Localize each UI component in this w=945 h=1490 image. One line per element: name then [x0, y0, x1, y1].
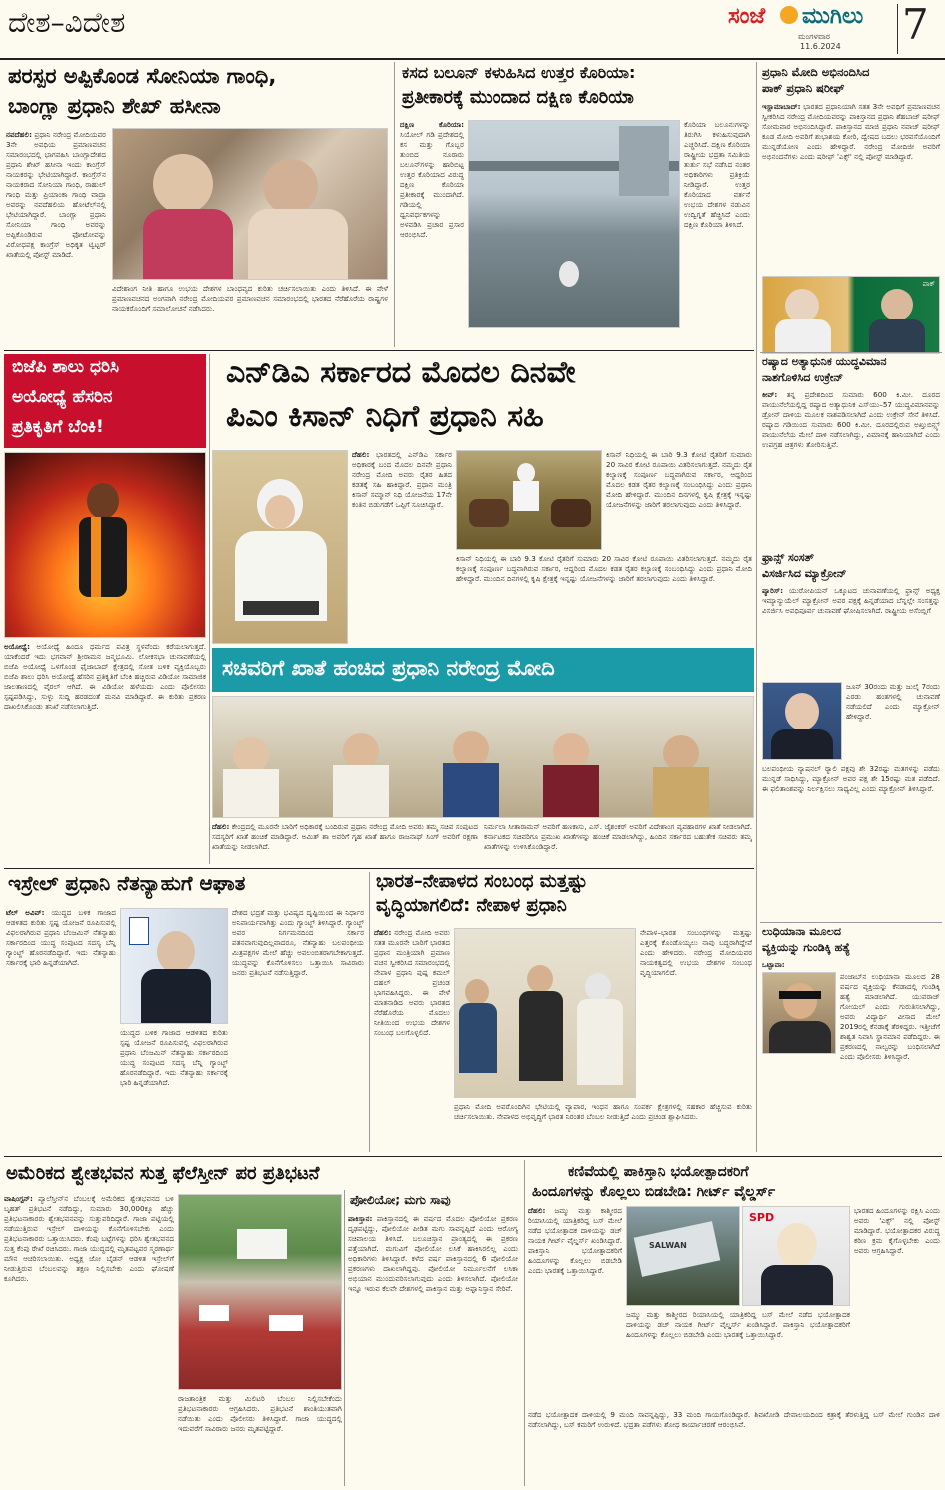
article-kisan: [212, 354, 754, 646]
photo-ministers: [212, 696, 754, 818]
photo-bus-attack: [626, 1206, 740, 1306]
body-korea-1: ದಕ್ಷಿಣ ಕೊರಿಯಾ: ಸಿಯೋಲ್ ಗಡಿ ಪ್ರದೇಶದಲ್ಲಿ ಕಸ ಮತ್ತು ಗೊಬ್ಬರ ತುಂಬಿದ ನೂರಾರು ಬಲೂನ್‌ಗಳನ್ನು ಹಾರಿಬಿಟ್ಟ ಉತ್ತರ ಕೊರಿಯಾದ ವಿರುದ್ಧ ದಕ್ಷಿಣ ಕೊರಿಯಾ ಪ್ರತೀಕಾರಕ್ಕೆ ಮುಂದಾಗಿದೆ. ಗಡಿಯಲ್ಲಿ ಧ್ವನಿವರ್ಧಕಗಳನ್ನು ಅಳವಡಿಸಿ ಪ್ರಚಾರ ಪ್ರಸಾರ ಆರಂಭಿಸಿದೆ.: [400, 120, 464, 239]
body-israel-3: ಯುದ್ಧದ ಬಳಿಕ ಗಾಜಾದ ಆಡಳಿತದ ಕುರಿತು ಸ್ಪಷ್ಟ ಯೋಜನೆ ರೂಪಿಸುವಲ್ಲಿ ವಿಫಲರಾಗಿರುವ ಪ್ರಧಾನಿ ಬೆಂಜಮಿನ್ ನೆತನ್ಯಾಹು ಸರ್ಕಾರದಿಂದ ಯುದ್ಧ ಸಂಪುಟದ ಸದಸ್ಯ ಬೆನ್ನಿ ಗ್ಯಾಂಟ್ಜ್ ಹೊರನಡೆದಿದ್ದಾರೆ. ಇದು ನೆತನ್ಯಾಹು ಸರ್ಕಾರಕ್ಕೆ ಭಾರಿ ಹಿನ್ನಡೆಯಾಗಿದೆ.: [120, 1028, 228, 1087]
sun-icon: [780, 6, 798, 24]
article-sonia: [4, 62, 390, 347]
photo-netanyahu: [120, 908, 228, 1024]
photo-geert-wilders: [742, 1206, 850, 1306]
headline-nepal-2: ವೃದ್ಧಿಯಾಗಲಿದೆ: ನೇಪಾಳ ಪ್ರಧಾನಿ: [376, 895, 567, 916]
headline-korea-1: ಕಸದ ಬಲೂನ್ ಕಳುಹಿಸಿದ ಉತ್ತರ ಕೊರಿಯಾ:: [402, 63, 636, 82]
body-nepal-1: ದೆಹಲಿ: ನರೇಂದ್ರ ಮೋದಿ ಅವರು ಸತತ ಮೂರನೇ ಬಾರಿಗೆ ಭಾರತದ ಪ್ರಧಾನ ಮಂತ್ರಿಯಾಗಿ ಪ್ರಮಾಣ ವಚನ ಸ್ವೀಕರಿಸಿದ ಸಮಾರಂಭದಲ್ಲಿ ನೇಪಾಳ ಪ್ರಧಾನಿ ಪುಷ್ಪ ಕಮಲ್ ದಹಲ್ ಪ್ರಚಂಡ ಭಾಗವಹಿಸಿದ್ದರು. ಈ ವೇಳೆ ಮಾತನಾಡಿದ ಅವರು ಭಾರತದ ನೆರೆಹೊರೆಯ ಮೊದಲು ನೀತಿಯಿಂದ ಉಭಯ ದೇಶಗಳ ಸಂಬಂಧ ಬಲಗೊಳ್ಳಲಿದೆ.: [374, 928, 450, 1037]
photo-ayodhya-effigy: [4, 452, 206, 638]
headline-israel: ಇಸ್ರೇಲ್ ಪ್ರಧಾನಿ ನೆತನ್ಯಾಹುಗೆ ಆಘಾತ: [8, 871, 246, 895]
dateline: ನವದೆಹಲಿ:: [6, 130, 32, 139]
photo-ludhiana-victim: [762, 972, 836, 1054]
headline-ayodhya-2: ಅಯೋಧ್ಯೆ ಹೆಸರಿನ: [12, 387, 113, 407]
photo-farmer-oxen: [456, 450, 602, 550]
headline-sonia-2: ಬಾಂಗ್ಲಾ ಪ್ರಧಾನಿ ಶೇಖ್ ಹಸೀನಾ: [8, 94, 221, 118]
logo-part-2: ಮುಗಿಲು: [802, 4, 864, 29]
day: ಮಂಗಳವಾರ: [798, 32, 831, 41]
body-portfolio-2: ನಿರ್ಮಲಾ ಸೀತಾರಾಮನ್ ಅವರಿಗೆ ಹಣಕಾಸು, ಎಸ್. ಜೈಶಂಕರ್ ಅವರಿಗೆ ವಿದೇಶಾಂಗ ವ್ಯವಹಾರಗಳ ಖಾತೆ ನೀಡಲಾಗಿದೆ. ಕರ್ನಾಟಕದ ಸಚಿವರಿಗೂ ಪ್ರಮುಖ ಖಾತೆಗಳನ್ನು ಹಂಚಿಕೆ ಮಾಡಲಾಗಿದ್ದು, ಹಿಂದಿನ ಸರ್ಕಾರದ ಬಹುತೇಕ ಸಚಿವರು ತಮ್ಮ ಖಾತೆಗಳನ್ನು ಉಳಿಸಿಕೊಂಡಿದ್ದಾರೆ.: [484, 822, 752, 851]
headline-macron-1: ಫ್ರಾನ್ಸ್ ಸಂಸತ್: [762, 551, 814, 564]
article-israel: [4, 872, 366, 1152]
photo-korea-river: [468, 120, 680, 328]
spd-banner: SPD: [749, 1211, 775, 1224]
headline-wilders-1: ಕಣಿವೆಯಲ್ಲಿ ಪಾಕಿಸ್ತಾನಿ ಭಯೋತ್ಪಾದಕರಿಗೆ: [568, 1164, 749, 1180]
body-macron-1: ಪ್ಯಾರಿಸ್: ಯುರೋಪಿಯನ್ ಒಕ್ಕೂಟದ ಚುನಾವಣೆಯಲ್ಲಿ ಫ್ರಾನ್ಸ್ ಅಧ್ಯಕ್ಷ ಇಮ್ಯಾನ್ಯುಯೆಲ್ ಮ್ಯಾಕ್ರೋನ್ ಅವರ ಪಕ್ಷಕ್ಕೆ ಹಿನ್ನಡೆಯಾದ ಬೆನ್ನಲ್ಲೇ ಸಂಸತ್ತನ್ನು ವಿಸರ್ಜಿಸಿ ಅವಧಿಪೂರ್ವ ಚುನಾವಣೆ ಘೋಷಿಸಲಾಗಿದೆ. ರಾಷ್ಟ್ರೀಯ ಅಸೆಂಬ್ಲಿಗೆ: [762, 586, 940, 615]
headline-ludhiana-2: ವ್ಯಕ್ತಿಯನ್ನು ಗುಂಡಿಕ್ಕಿ ಹತ್ಯೆ: [762, 941, 851, 954]
section-title: ದೇಶ–ವಿದೇಶ: [8, 6, 126, 39]
body-korea-2: ಕೊರಿಯಾ ಬಲೂನುಗಳನ್ನು ತಿರುಗಿಸಿ ಕಳುಹಿಸುವುದಾಗಿ ಎಚ್ಚರಿಸಿದೆ. ದಕ್ಷಿಣ ಕೊರಿಯಾ ರಾಷ್ಟ್ರೀಯ ಭದ್ರತಾ ಸಮಿತಿಯ ತುರ್ತು ಸಭೆ ನಡೆಸಿದ ನಂತರ ಅಧಿಕಾರಿಗಳು ಪ್ರತಿಕ್ರಿಯೆ ನೀಡಿದ್ದಾರೆ. ಉತ್ತರ ಕೊರಿಯಾದ ವರ್ತನೆ ಉಭಯ ದೇಶಗಳ ನಡುವಿನ ಉದ್ವಿಗ್ನತೆ ಹೆಚ್ಚಿಸಿದೆ ಎಂದು ದಕ್ಷಿಣ ಕೊರಿಯಾ ತಿಳಿಸಿದೆ.: [684, 120, 750, 229]
article-korea: [398, 62, 752, 347]
headline-whitehouse: ಅಮೆರಿಕದ ಶ್ವೇತಭವನ ಸುತ್ತ ಫೆಲೆಸ್ತೀನ್ ಪರ ಪ್ರತಿಭಟನೆ: [6, 1163, 320, 1184]
ayodhya-headline-box: [4, 354, 206, 448]
body-israel-1: ಟೆಲ್ ಅವಿವ್: ಯುದ್ಧದ ಬಳಿಕ ಗಾಜಾದ ಆಡಳಿತದ ಕುರಿತು ಸ್ಪಷ್ಟ ಯೋಜನೆ ರೂಪಿಸುವಲ್ಲಿ ವಿಫಲರಾಗಿರುವ ಪ್ರಧಾನಿ ಬೆಂಜಮಿನ್ ನೆತನ್ಯಾಹು ಸರ್ಕಾರದಿಂದ ಯುದ್ಧ ಸಂಪುಟದ ಸದಸ್ಯ ಬೆನ್ನಿ ಗ್ಯಾಂಟ್ಜ್ ಹೊರನಡೆದಿದ್ದಾರೆ. ಇದು ನೆತನ್ಯಾಹು ಸರ್ಕಾರಕ್ಕೆ ಭಾರಿ ಹಿನ್ನಡೆಯಾಗಿದೆ.: [6, 908, 116, 967]
article-wilders: [528, 1160, 942, 1486]
body-kisan-2a: ಕಿಸಾನ್ ನಿಧಿಯಲ್ಲಿ ಈ ಬಾರಿ 9.3 ಕೋಟಿ ರೈತರಿಗೆ ಸುಮಾರು 20 ಸಾವಿರ ಕೋಟಿ ರೂಪಾಯಿ ವಿತರಿಸಲಾಗುತ್ತದೆ. ನಮ್ಮದು ರೈತ ಕಲ್ಯಾಣಕ್ಕೆ ಸಂಪೂರ್ಣ ಬದ್ಧವಾಗಿರುವ ಸರ್ಕಾರ, ಆದ್ದರಿಂದ ಮೊದಲ ಕಡತ ರೈತರ ಕಲ್ಯಾಣಕ್ಕೆ ಸಂಬಂಧಿಸಿದ್ದು ಎಂದು ಪ್ರಧಾನಿ ಮೋದಿ ಹೇಳಿದ್ದಾರೆ. ಮುಂದಿನ ದಿನಗಳಲ್ಲಿ ಕೃಷಿ ಕ್ಷೇತ್ರಕ್ಕೆ ಇನ್ನಷ್ಟು ಯೋಜನೆಗಳನ್ನು ಜಾರಿಗೆ ತರಲಾಗುವುದು ಎಂದು ತಿಳಿಸಿದ್ದಾರೆ.: [606, 450, 752, 509]
headline-pak-2: ಪಾಕ್ ಪ್ರಧಾನಿ ಷರೀಫ್: [762, 81, 845, 95]
article-ukraine: [760, 356, 942, 552]
headline-kisan-1: ಎನ್‌ಡಿಎ ಸರ್ಕಾರದ ಮೊದಲ ದಿನವೇ: [226, 355, 576, 390]
pak-flag-label: ಪಾಕ್: [922, 280, 935, 288]
body-polio: ಪಾಕಿಸ್ತಾನ: ಪಾಕಿಸ್ತಾನದಲ್ಲಿ ಈ ವರ್ಷದ ಮೊದಲ ಪೋಲಿಯೋ ಪ್ರಕರಣ ದೃಢಪಟ್ಟಿದ್ದು, ಪೋಲಿಯೋ ಪೀಡಿತ ಮಗು ಸಾವನ್ನಪ್ಪಿದೆ ಎಂದು ಆರೋಗ್ಯ ಸಚಿವಾಲಯ ತಿಳಿಸಿದೆ. ಬಲೂಚಿಸ್ತಾನ ಪ್ರಾಂತ್ಯದಲ್ಲಿ ಈ ಪ್ರಕರಣ ಪತ್ತೆಯಾಗಿದೆ. ಮಗುವಿಗೆ ಪೋಲಿಯೋ ಲಸಿಕೆ ಹಾಕಿಸಿರಲಿಲ್ಲ ಎಂದು ಅಧಿಕಾರಿಗಳು ತಿಳಿಸಿದ್ದಾರೆ. ಕಳೆದ ವರ್ಷ ಪಾಕಿಸ್ತಾನದಲ್ಲಿ 6 ಪೋಲಿಯೋ ಪ್ರಕರಣಗಳು ದಾಖಲಾಗಿದ್ದವು. ಪೋಲಿಯೋ ನಿರ್ಮೂಲನೆಗೆ ಲಸಿಕಾ ಅಭಿಯಾನ ಮುಂದುವರಿಸಲಾಗುವುದು ಎಂದು ತಿಳಿಸಲಾಗಿದೆ. ಪೋಲಿಯೋ ಇನ್ನೂ ಇರುವ ಕೆಲವೇ ದೇಶಗಳಲ್ಲಿ ಪಾಕಿಸ್ತಾನ ಮತ್ತು ಅಫ್ಘಾನಿಸ್ತಾನ ಸೇರಿವೆ.: [348, 1214, 518, 1293]
headline-ukraine-1: ರಷ್ಯಾದ ಅತ್ಯಾಧುನಿಕ ಯುದ್ಧವಿಮಾನ: [762, 355, 887, 368]
body-sonia-1: ನವದೆಹಲಿ: ಪ್ರಧಾನಿ ನರೇಂದ್ರ ಮೋದಿಯವರ 3ನೇ ಅವಧಿಯ ಪ್ರಮಾಣವಚನ ಸಮಾರಂಭದಲ್ಲಿ ಭಾಗವಹಿಸಿ ಬಾಂಗ್ಲಾದೇಶದ ಪ್ರಧಾನಿ ಶೇಖ್ ಹಸೀನಾ ಇಂದು ಕಾಂಗ್ರೆಸ್ ನಾಯಕರನ್ನು ಭೇಟಿಯಾಗಿದ್ದಾರೆ. ಕಾಂಗ್ರೆಸ್‌ನ ನಾಯಕರಾದ ಸೋನಿಯಾ ಗಾಂಧಿ, ರಾಹುಲ್ ಗಾಂಧಿ ಮತ್ತು ಪ್ರಿಯಾಂಕಾ ಗಾಂಧಿ ವಾದ್ರಾ ಅವರನ್ನು ನವದೆಹಲಿಯ ಹೋಟೆಲ್‌ನಲ್ಲಿ ಭೇಟಿಯಾಗಿದ್ದಾರೆ. ಬಾಂಗ್ಲಾ ಪ್ರಧಾನಿ ಸೋನಿಯಾ ಗಾಂಧಿ ಅವರನ್ನು ಅಪ್ಪಿಕೊಂಡಿರುವ ಫೋಟೋವನ್ನು ವಿರೋಧಪಕ್ಷ ಕಾಂಗ್ರೆಸ್ ಅಧಿಕೃತ ಟ್ವಿಟ್ಟರ್ ಖಾತೆಯಲ್ಲಿ ಪೋಸ್ಟ್ ಮಾಡಿದೆ.: [6, 130, 106, 259]
bus-label: SALWAN: [649, 1241, 687, 1250]
body-wilders-1: ದೆಹಲಿ: ಜಮ್ಮು ಮತ್ತು ಕಾಶ್ಮೀರದ ರಿಯಾಸಿಯಲ್ಲಿ ಯಾತ್ರಿಕರಿದ್ದ ಬಸ್ ಮೇಲೆ ನಡೆದ ಭಯೋತ್ಪಾದಕ ದಾಳಿಯನ್ನು ಡಚ್ ನಾಯಕ ಗೀರ್ಟ್ ವೈಲ್ಡರ್ಸ್ ಖಂಡಿಸಿದ್ದಾರೆ. ಪಾಕಿಸ್ತಾನಿ ಭಯೋತ್ಪಾದಕರಿಗೆ ಹಿಂದೂಗಳನ್ನು ಕೊಲ್ಲಲು ಬಿಡಬೇಡಿ ಎಂದು ಭಾರತಕ್ಕೆ ಒತ್ತಾಯಿಸಿದ್ದಾರೆ.: [528, 1206, 622, 1275]
headline-ayodhya-1: ಬಿಜೆಪಿ ಶಾಲು ಧರಿಸಿ: [12, 357, 119, 377]
body-whitehouse-1: ವಾಷಿಂಗ್ಟನ್: ಪ್ಯಾಲೆಸ್ತೀನ್‌ನ ಬೆಂಬಲಕ್ಕೆ ಅಮೆರಿಕದ ಶ್ವೇತಭವನದ ಬಳಿ ಬೃಹತ್ ಪ್ರತಿಭಟನೆ ನಡೆದಿದ್ದು, ಸುಮಾರು 30,000ಕ್ಕೂ ಹೆಚ್ಚು ಪ್ರತಿಭಟನಾಕಾರರು ಶ್ವೇತಭವನವನ್ನು ಸುತ್ತುವರಿದಿದ್ದಾರೆ. ಗಾಜಾ ಪಟ್ಟಿಯಲ್ಲಿ ನಡೆಯುತ್ತಿರುವ ಇಸ್ರೇಲ್ ದಾಳಿಯನ್ನು ಕೊನೆಗೊಳಿಸಬೇಕು ಎಂದು ಪ್ರತಿಭಟನಾಕಾರರು ಒತ್ತಾಯಿಸಿದರು. ಕೆಂಪು ಬಟ್ಟೆಗಳನ್ನು ಧರಿಸಿ ಶ್ವೇತಭವನದ ಸುತ್ತ ಕೆಂಪು ರೇಖೆ ರಚಿಸಿದರು. ಗಾಜಾ ಯುದ್ಧದಲ್ಲಿ ಮೃತಪಟ್ಟವರ ಸ್ಮರಣಾರ್ಥ ಮೌನ ಆಚರಿಸಲಾಯಿತು. ಅಧ್ಯಕ್ಷ ಜೋ ಬೈಡನ್ ಆಡಳಿತ ಇಸ್ರೇಲ್‌ಗೆ ನೀಡುತ್ತಿರುವ ಬೆಂಬಲವನ್ನು ತಕ್ಷಣ ನಿಲ್ಲಿಸಬೇಕು ಎಂದು ಘೋಷಣೆ ಕೂಗಿದರು.: [4, 1194, 174, 1283]
body-kisan-1: ದೆಹಲಿ: ಭಾರತದಲ್ಲಿ ಎನ್‌ಡಿಎ ಸರ್ಕಾರ ಅಧಿಕಾರಕ್ಕೆ ಬಂದ ಮೊದಲ ದಿನವೇ ಪ್ರಧಾನಿ ನರೇಂದ್ರ ಮೋದಿ ಅವರು ರೈತರ ಹಿತದ ಕಡತಕ್ಕೆ ಸಹಿ ಹಾಕಿದ್ದಾರೆ. ಪ್ರಧಾನ ಮಂತ್ರಿ ಕಿಸಾನ್ ಸಮ್ಮಾನ್ ನಿಧಿ ಯೋಜನೆಯ 17ನೇ ಕಂತಿನ ಬಿಡುಗಡೆಗೆ ಒಪ್ಪಿಗೆ ಸೂಚಿಸಿದ್ದಾರೆ.: [352, 450, 452, 509]
photo-modi-sharif: [762, 276, 940, 354]
body-sonia-2: ವಿದೇಶಾಂಗ ನೀತಿ ಹಾಗೂ ಉಭಯ ದೇಶಗಳ ಬಾಂಧವ್ಯದ ಕುರಿತು ಚರ್ಚಿಸಲಾಯಿತು ಎಂದು ತಿಳಿಸಿದೆ. ಈ ವೇಳೆ ಪ್ರಮಾಣವಚನದ ಅಂಗವಾಗಿ ನರೇಂದ್ರ ಮೋದಿಯವರ ಪ್ರಮಾಣವಚನ ಸಮಾರಂಭದಲ್ಲಿ ಭಾರತದ ನೆರೆಹೊರೆಯ ರಾಷ್ಟ್ರಗಳ ನಾಯಕರೊಂದಿಗೆ ಸಮಾಲೋಚನೆ ನಡೆಸಿದರು.: [112, 284, 388, 313]
headline-macron-2: ವಿಸರ್ಜಿಸಿದ ಮ್ಯಾಕ್ರೋನ್: [762, 567, 847, 580]
body-pak: ಇಸ್ಲಾಮಾಬಾದ್: ಭಾರತದ ಪ್ರಧಾನಿಯಾಗಿ ಸತತ 3ನೇ ಅವಧಿಗೆ ಪ್ರಮಾಣವಚನ ಸ್ವೀಕರಿಸಿದ ನರೇಂದ್ರ ಮೋದಿಯವರನ್ನು ಪಾಕಿಸ್ತಾನದ ಪ್ರಧಾನಿ ಶೆಹಬಾಜ್ ಷರೀಫ್ ಸೋಮವಾರ ಅಭಿನಂದಿಸಿದ್ದಾರೆ. ಪಾಕಿಸ್ತಾನದ ಮಾಜಿ ಪ್ರಧಾನಿ ನವಾಜ್ ಷರೀಫ್ ಕೂಡ ಮೋದಿ ಅವರಿಗೆ ಶುಭಾಶಯ ಕೋರಿ, ದ್ವೇಷದ ಬದಲು ಭರವಸೆಯೊಂದಿಗೆ ಮುನ್ನಡೆಯೋಣ ಎಂದು ಹೇಳಿದ್ದಾರೆ. ನರೇಂದ್ರ ಮೋದಿಜೀ ಅವರಿಗೆ ಅಭಿನಂದನೆಗಳು ಎಂದು ಷರೀಫ್ 'ಎಕ್ಸ್' ನಲ್ಲಿ ಪೋಸ್ಟ್ ಮಾಡಿದ್ದಾರೆ.: [762, 102, 940, 161]
headline-nepal-1: ಭಾರತ–ನೇಪಾಳದ ಸಂಬಂಧ ಮತ್ತಷ್ಟು: [376, 871, 588, 892]
body-wilders-2b: ಜಮ್ಮು ಮತ್ತು ಕಾಶ್ಮೀರದ ರಿಯಾಸಿಯಲ್ಲಿ ಯಾತ್ರಿಕರಿದ್ದ ಬಸ್ ಮೇಲೆ ನಡೆದ ಭಯೋತ್ಪಾದಕ ದಾಳಿಯನ್ನು ಡಚ್ ನಾಯಕ ಗೀರ್ಟ್ ವೈಲ್ಡರ್ಸ್ ಖಂಡಿಸಿದ್ದಾರೆ. ಪಾಕಿಸ್ತಾನಿ ಭಯೋತ್ಪಾದಕರಿಗೆ ಹಿಂದೂಗಳನ್ನು ಕೊಲ್ಲಲು ಬಿಡಬೇಡಿ ಎಂದು ಭಾರತಕ್ಕೆ ಒತ್ತಾಯಿಸಿದ್ದಾರೆ.: [626, 1310, 850, 1339]
article-nepal: [372, 872, 754, 1152]
headline-pak-1: ಪ್ರಧಾನಿ ಮೋದಿ ಅಭಿನಂದಿಸಿದ: [762, 65, 870, 79]
body-israel-2: ದೇಶದ ಭದ್ರತೆ ಮತ್ತು ಭವಿಷ್ಯದ ದೃಷ್ಟಿಯಿಂದ ಈ ನಿರ್ಧಾರ ಅನಿವಾರ್ಯವಾಗಿತ್ತು ಎಂದು ಗ್ಯಾಂಟ್ಜ್ ತಿಳಿಸಿದ್ದಾರೆ. ಗ್ಯಾಂಟ್ಜ್ ಅವರ ನಿರ್ಗಮನದಿಂದ ಸರ್ಕಾರ ಪತನವಾಗುವುದಿಲ್ಲವಾದರೂ, ನೆತನ್ಯಾಹು ಬಲಪಂಥೀಯ ಮಿತ್ರಪಕ್ಷಗಳ ಮೇಲೆ ಹೆಚ್ಚು ಅವಲಂಬಿತರಾಗಬೇಕಾಗುತ್ತದೆ. ಯುದ್ಧವನ್ನು ಕೊನೆಗೊಳಿಸಲು ಒತ್ತಾಯಿಸಿ ಸಾವಿರಾರು ಜನರು ಪ್ರತಿಭಟನೆ ನಡೆಸುತ್ತಿದ್ದಾರೆ.: [232, 908, 364, 977]
headline-polio: ಪೋಲಿಯೋ; ಮಗು ಸಾವು: [350, 1193, 451, 1207]
body-kisan-2b: ಕಿಸಾನ್ ನಿಧಿಯಲ್ಲಿ ಈ ಬಾರಿ 9.3 ಕೋಟಿ ರೈತರಿಗೆ ಸುಮಾರು 20 ಸಾವಿರ ಕೋಟಿ ರೂಪಾಯಿ ವಿತರಿಸಲಾಗುತ್ತದೆ. ನಮ್ಮದು ರೈತ ಕಲ್ಯಾಣಕ್ಕೆ ಸಂಪೂರ್ಣ ಬದ್ಧವಾಗಿರುವ ಸರ್ಕಾರ, ಆದ್ದರಿಂದ ಮೊದಲ ಕಡತ ರೈತರ ಕಲ್ಯಾಣಕ್ಕೆ ಸಂಬಂಧಿಸಿದ್ದು ಎಂದು ಪ್ರಧಾನಿ ಮೋದಿ ಹೇಳಿದ್ದಾರೆ. ಮುಂದಿನ ದಿನಗಳಲ್ಲಿ ಕೃಷಿ ಕ್ಷೇತ್ರಕ್ಕೆ ಇನ್ನಷ್ಟು ಯೋಜನೆಗಳನ್ನು ಜಾರಿಗೆ ತರಲಾಗುವುದು ಎಂದು ತಿಳಿಸಿದ್ದಾರೆ.: [456, 554, 752, 583]
article-portfolio: [212, 648, 754, 864]
body-ludhiana-intro: ಒಟ್ಟಾವಾ:: [762, 960, 785, 969]
headline-korea-2: ಪ್ರತೀಕಾರಕ್ಕೆ ಮುಂದಾದ ದಕ್ಷಿಣ ಕೊರಿಯಾ: [402, 87, 634, 108]
article-polio: [348, 1190, 518, 1486]
body-nepal-3: ಪ್ರಧಾನಿ ಮೋದಿ ಅವರೊಂದಿಗಿನ ಭೇಟಿಯಲ್ಲಿ ವ್ಯಾಪಾರ, ಇಂಧನ ಹಾಗೂ ಸಂಪರ್ಕ ಕ್ಷೇತ್ರಗಳಲ್ಲಿ ಸಹಕಾರ ಹೆಚ್ಚಿಸುವ ಕುರಿತು ಚರ್ಚಿಸಲಾಯಿತು. ನೇಪಾಳದ ಅಭಿವೃದ್ಧಿಗೆ ಭಾರತ ನಿರಂತರ ಬೆಂಬಲ ನೀಡುತ್ತಿದೆ ಎಂದು ಪ್ರಚಂಡ ಶ್ಲಾಘಿಸಿದರು.: [454, 1102, 752, 1121]
photo-macron: [762, 682, 842, 760]
article-macron: [760, 552, 942, 922]
headline-kisan-2: ಪಿಎಂ ಕಿಸಾನ್ ನಿಧಿಗೆ ಪ್ರಧಾನಿ ಸಹಿ: [226, 399, 544, 434]
portfolio-headline-box: [212, 648, 754, 692]
article-ludhiana: [760, 926, 942, 1152]
page-number: 7: [902, 0, 929, 49]
headline-ludhiana-1: ಲುಧಿಯಾನಾ ಮೂಲದ: [762, 925, 841, 938]
masthead: [0, 0, 945, 60]
photo-whitehouse-protest: [178, 1194, 342, 1390]
date: 11.6.2024: [800, 42, 841, 51]
logo-part-1: ಸಂಜೆ: [728, 4, 766, 29]
body-ayodhya: ಅಯೋಧ್ಯೆ: ಅಯೋಧ್ಯೆ ಹಿಂದೂ ಧರ್ಮದ ಪವಿತ್ರ ಸ್ಥಳವೆಂದು ಕರೆಯಲಾಗುತ್ತದೆ. ಯಾಕೆಂದರೆ ಇದು ಭಗವಾನ್ ಶ್ರೀರಾಮನ ಜನ್ಮಭೂಮಿ. ಲೋಕಸಭಾ ಚುನಾವಣೆಯಲ್ಲಿ ಬಿಜೆಪಿ ಅಯೋಧ್ಯೆ ಒಳಗೊಂಡ ಫೈಜಾಬಾದ್ ಕ್ಷೇತ್ರದಲ್ಲಿ ಸೋತ ಬಳಿಕ ವ್ಯಕ್ತಿಯೊಬ್ಬರು ಬಿಜೆಪಿ ಶಾಲು ಧರಿಸಿ ಅಯೋಧ್ಯೆ ಹೆಸರಿನ ಪ್ರತಿಕೃತಿಗೆ ಬೆಂಕಿ ಹಚ್ಚಿರುವ ವಿಡಿಯೋ ಸಾಮಾಜಿಕ ಜಾಲತಾಣದಲ್ಲಿ ವೈರಲ್ ಆಗಿದೆ. ಈ ವಿಡಿಯೋ ಹಳೆಯದು ಎಂದು ಪೊಲೀಸರು ಸ್ಪಷ್ಟಪಡಿಸಿದ್ದು, ಸುಳ್ಳು ಸುದ್ದಿ ಹರಡದಂತೆ ಮನವಿ ಮಾಡಿದ್ದಾರೆ. ಈ ಕುರಿತು ಪ್ರಕರಣ ದಾಖಲಿಸಿಕೊಂಡು ತನಿಖೆ ನಡೆಸಲಾಗುತ್ತಿದೆ.: [4, 642, 206, 711]
headline-ayodhya-3: ಪ್ರತಿಕೃತಿಗೆ ಬೆಂಕಿ!: [12, 417, 104, 437]
photo-modi-signing: [212, 450, 348, 644]
body-ludhiana: ಪಂಜಾಬ್‌ನ ಲುಧಿಯಾನಾ ಮೂಲದ 28 ವರ್ಷದ ವ್ಯಕ್ತಿಯನ್ನು ಕೆನಡಾದಲ್ಲಿ ಗುಂಡಿಕ್ಕಿ ಹತ್ಯೆ ಮಾಡಲಾಗಿದೆ. ಯುವರಾಜ್ ಗೋಯಲ್ ಎಂದು ಗುರುತಿಸಲಾಗಿದ್ದು, ಅವರು ವಿದ್ಯಾರ್ಥಿ ವೀಸಾದ ಮೇಲೆ 2019ರಲ್ಲಿ ಕೆನಡಾಕ್ಕೆ ತೆರಳಿದ್ದರು. ಇತ್ತೀಚೆಗೆ ಶಾಶ್ವತ ನಿವಾಸಿ ಸ್ಥಾನಮಾನ ಪಡೆದಿದ್ದರು. ಈ ಪ್ರಕರಣದಲ್ಲಿ ನಾಲ್ವರನ್ನು ಬಂಧಿಸಲಾಗಿದೆ ಎಂದು ಪೊಲೀಸರು ತಿಳಿಸಿದ್ದಾರೆ.: [840, 972, 940, 1061]
body-macron-3: ಬಲಪಂಥೀಯ ನ್ಯಾಷನಲ್ ರ‍್ಯಾಲಿ ಪಕ್ಷವು ಶೇ 32ರಷ್ಟು ಮತಗಳನ್ನು ಪಡೆದು ಮುನ್ನಡೆ ಸಾಧಿಸಿದ್ದು, ಮ್ಯಾಕ್ರೋನ್ ಅವರ ಪಕ್ಷ ಶೇ 15ರಷ್ಟು ಮತ ಪಡೆದಿದೆ. ಈ ಫಲಿತಾಂಶವನ್ನು ನಿರ್ಲಕ್ಷಿಸಲು ಸಾಧ್ಯವಿಲ್ಲ ಎಂದು ಮ್ಯಾಕ್ರೋನ್ ತಿಳಿಸಿದ್ದಾರೆ.: [762, 764, 940, 793]
headline-wilders-2: ಹಿಂದೂಗಳನ್ನು ಕೊಲ್ಲಲು ಬಿಡಬೇಡಿ: ಗೀರ್ಟ್ ವೈಲ್ಡರ್ಸ್: [532, 1184, 776, 1200]
headline-ukraine-2: ನಾಶಗೊಳಿಸಿದ ಉಕ್ರೇನ್: [762, 371, 844, 384]
photo-modi-prachanda: [454, 928, 636, 1098]
article-pak: [760, 62, 942, 352]
article-ayodhya: [4, 354, 206, 864]
headline-sonia-1: ಪರಸ್ಪರ ಅಪ್ಪಿಕೊಂಡ ಸೋನಿಯಾ ಗಾಂಧಿ,: [8, 64, 277, 88]
body-wilders-3: ನಡೆದ ಭಯೋತ್ಪಾದಕ ದಾಳಿಯಲ್ಲಿ 9 ಮಂದಿ ಸಾವನ್ನಪ್ಪಿದ್ದು, 33 ಮಂದಿ ಗಾಯಗೊಂಡಿದ್ದಾರೆ. ಶಿವಖೋಡಿ ದೇವಾಲಯದಿಂದ ಕತ್ರಾಕ್ಕೆ ತೆರಳುತ್ತಿದ್ದ ಬಸ್ ಮೇಲೆ ಗುಂಡಿನ ದಾಳಿ ನಡೆಸಲಾಗಿದ್ದು, ಬಸ್ ಕಮರಿಗೆ ಉರುಳಿದೆ. ಭದ್ರತಾ ಪಡೆಗಳು ಶೋಧ ಕಾರ್ಯಾಚರಣೆ ಆರಂಭಿಸಿವೆ.: [528, 1410, 940, 1429]
logo: [728, 4, 898, 51]
photo-sonia-hasina: [112, 128, 388, 280]
body-portfolio-1: ದೆಹಲಿ: ಕೇಂದ್ರದಲ್ಲಿ ಮೂರನೇ ಬಾರಿಗೆ ಅಧಿಕಾರಕ್ಕೆ ಬಂದಿರುವ ಪ್ರಧಾನಿ ನರೇಂದ್ರ ಮೋದಿ ಅವರು ತಮ್ಮ ಸಚಿವ ಸಂಪುಟದ ಸದಸ್ಯರಿಗೆ ಖಾತೆ ಹಂಚಿಕೆ ಮಾಡಿದ್ದಾರೆ. ಅಮಿತ್ ಶಾ ಅವರಿಗೆ ಗೃಹ ಖಾತೆ ಹಾಗೂ ರಾಜನಾಥ್ ಸಿಂಗ್ ಅವರಿಗೆ ರಕ್ಷಣಾ ಖಾತೆಯನ್ನು ನೀಡಲಾಗಿದೆ.: [212, 822, 478, 851]
body-whitehouse-2: ರಾಜತಾಂತ್ರಿಕ ಮತ್ತು ಮಿಲಿಟರಿ ಬೆಂಬಲ ನಿಲ್ಲಿಸಬೇಕೆಂದು ಪ್ರತಿಭಟನಾಕಾರರು ಆಗ್ರಹಿಸಿದರು. ಪ್ರತಿಭಟನೆ ಶಾಂತಿಯುತವಾಗಿ ನಡೆಯಿತು ಎಂದು ಪೊಲೀಸರು ತಿಳಿಸಿದ್ದಾರೆ. ಗಾಜಾ ಯುದ್ಧದಲ್ಲಿ ಇದುವರೆಗೆ ಸಾವಿರಾರು ಜನರು ಮೃತಪಟ್ಟಿದ್ದಾರೆ.: [178, 1394, 342, 1433]
body-nepal-2: ನೇಪಾಳ–ಭಾರತ ಸಂಬಂಧಗಳನ್ನು ಮತ್ತಷ್ಟು ಎತ್ತರಕ್ಕೆ ಕೊಂಡೊಯ್ಯಲು ನಾವು ಬದ್ಧರಾಗಿದ್ದೇವೆ ಎಂದು ಹೇಳಿದರು. ನರೇಂದ್ರ ಮೋದಿಯವರ ನಾಯಕತ್ವದಲ್ಲಿ ಉಭಯ ದೇಶಗಳ ಸಂಬಂಧ ವೃದ್ಧಿಯಾಗಲಿದೆ.: [640, 928, 752, 977]
body-macron-2: ಜೂನ್ 30ರಂದು ಮತ್ತು ಜುಲೈ 7ರಂದು ಎರಡು ಹಂತಗಳಲ್ಲಿ ಚುನಾವಣೆ ನಡೆಯಲಿದೆ ಎಂದು ಮ್ಯಾಕ್ರೋನ್ ಹೇಳಿದ್ದಾರೆ.: [846, 682, 940, 721]
body-ukraine: ಕೀವ್: ತನ್ನ ಪ್ರದೇಶದಿಂದ ಸುಮಾರು 600 ಕಿ.ಮೀ. ದೂರದ ವಾಯುನೆಲೆಯಲ್ಲಿದ್ದ ರಷ್ಯಾದ ಅತ್ಯಾಧುನಿಕ ಎಸ್‌ಯು–57 ಯುದ್ಧವಿಮಾನವನ್ನು ಡ್ರೋನ್ ದಾಳಿಯ ಮೂಲಕ ನಾಶಪಡಿಸಲಾಗಿದೆ ಎಂದು ಉಕ್ರೇನ್ ಸೇನೆ ತಿಳಿಸಿದೆ. ರಷ್ಯಾದ ಗಡಿಯಿಂದ ಸುಮಾರು 600 ಕಿ.ಮೀ. ದೂರದಲ್ಲಿರುವ ಅಖ್ತುಬಿನ್ಸ್ಕ್ ವಾಯುನೆಲೆಯ ಮೇಲೆ ದಾಳಿ ನಡೆಸಲಾಗಿದ್ದು, ವಿಮಾನಕ್ಕೆ ಹಾನಿಯಾಗಿದೆ ಎಂದು ಉಪಗ್ರಹ ಚಿತ್ರಗಳು ತೋರಿಸುತ್ತಿವೆ.: [762, 390, 940, 449]
headline-portfolio: ಸಚಿವರಿಗೆ ಖಾತೆ ಹಂಚಿದ ಪ್ರಧಾನಿ ನರೇಂದ್ರ ಮೋದಿ: [222, 656, 555, 680]
body-wilders-2: ಭಾರತದ ಹಿಂದೂಗಳನ್ನು ರಕ್ಷಿಸಿ ಎಂದು ಅವರು 'ಎಕ್ಸ್' ನಲ್ಲಿ ಪೋಸ್ಟ್ ಮಾಡಿದ್ದಾರೆ. ಭಯೋತ್ಪಾದಕರ ವಿರುದ್ಧ ಕಠಿಣ ಕ್ರಮ ಕೈಗೊಳ್ಳಬೇಕು ಎಂದು ಅವರು ಆಗ್ರಹಿಸಿದ್ದಾರೆ.: [854, 1206, 940, 1255]
